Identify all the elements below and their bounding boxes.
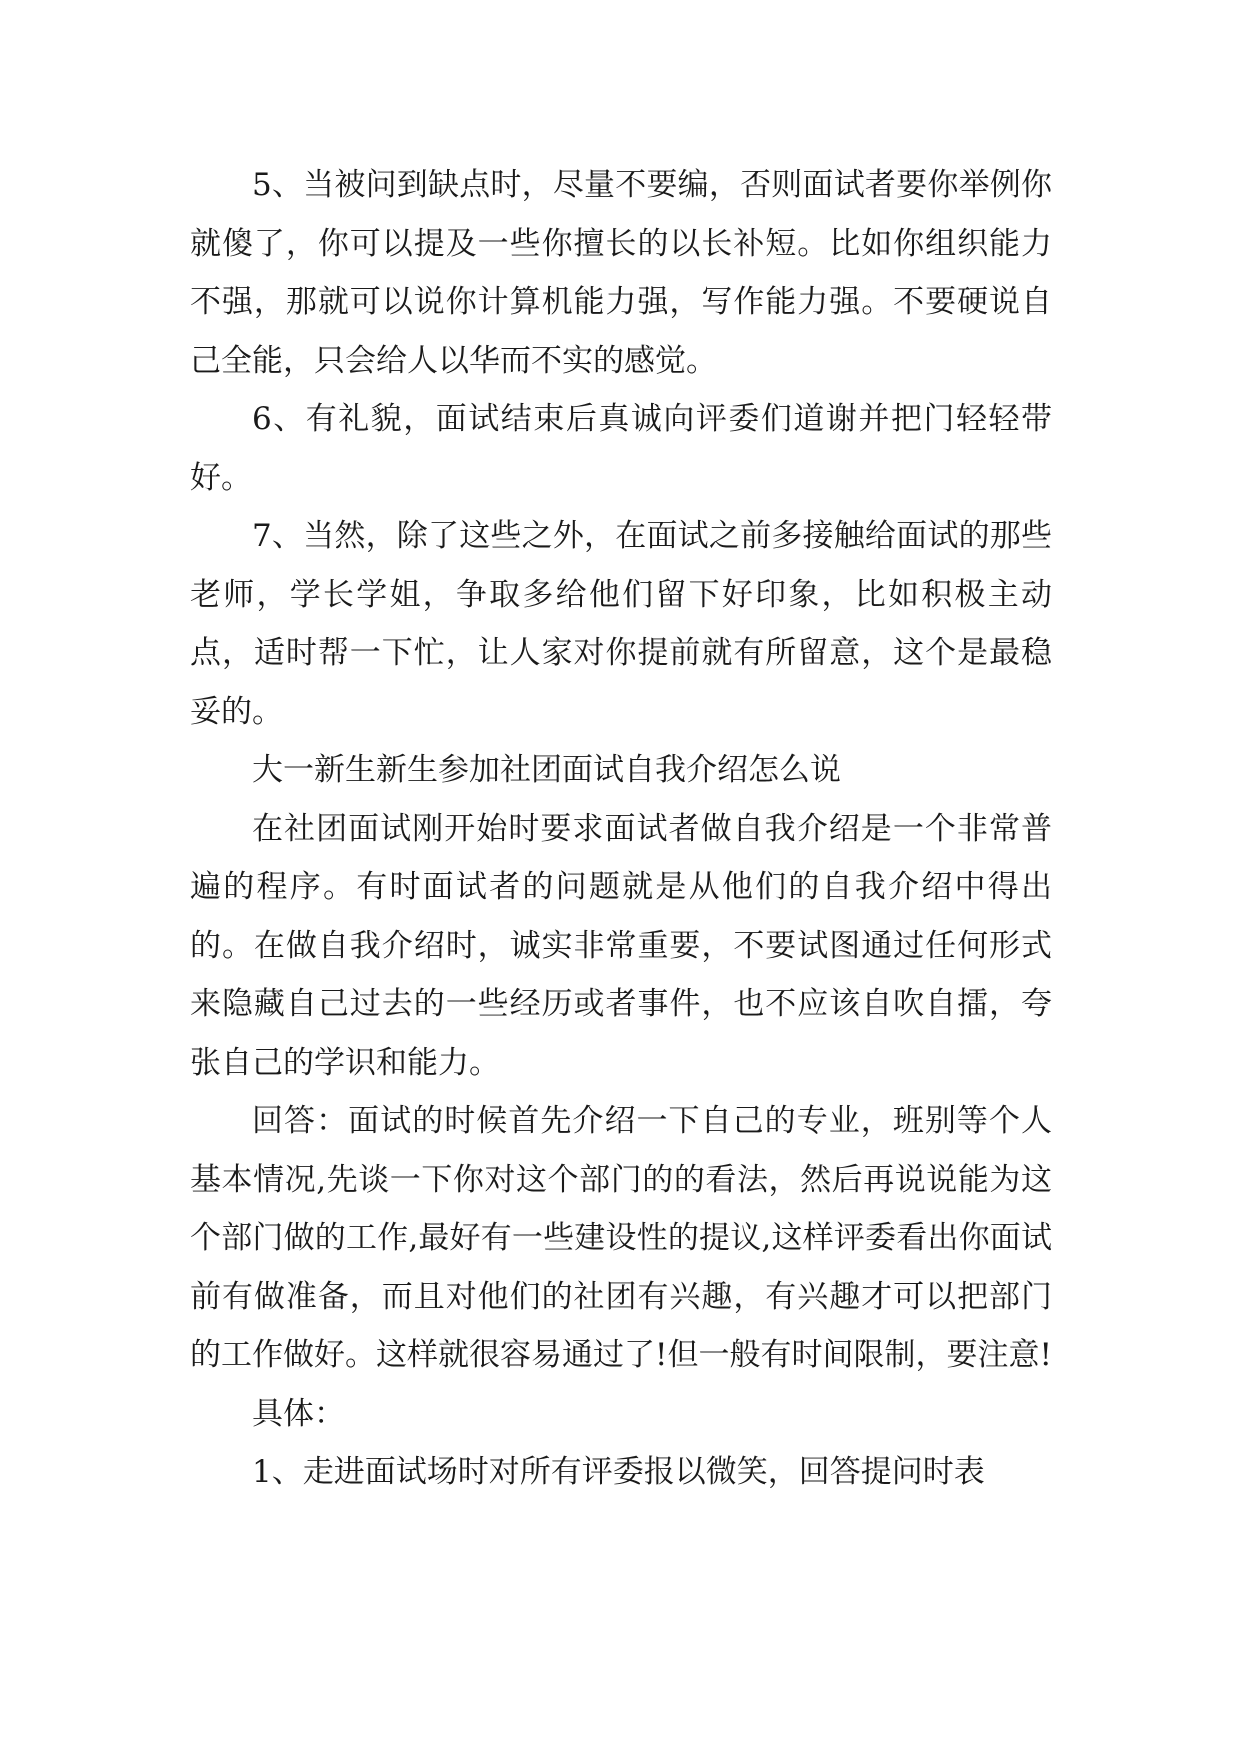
document-body bbox=[190, 156, 1052, 1502]
paragraph-tip-5-weakness: 5、当被问到缺点时，尽量不要编，否则面试者要你举例你就傻了，你可以提及一些你擅长的以长补短。比如你组织能力不强，那就可以说你计算机能力强，写作能力强。不要硬说自己全能，只会给人以华而不实的感觉。 bbox=[190, 167, 1052, 379]
paragraph-tip-1-smile: 1、走进面试场时对所有评委报以微笑，回答提问时表 bbox=[252, 1454, 985, 1490]
paragraph-answer: 回答：面试的时候首先介绍一下自己的专业，班别等个人基本情况,先谈一下你对这个部门的的看法，然后再说说能为这个部门做的工作,最好有一些建设性的提议,这样评委看出你面试前有做准备，而且对他们的社团有兴趣，有兴趣才可以把部门的工作做好。这样就很容易通过了!但一般有时间限制，要注意! bbox=[190, 1103, 1052, 1373]
section-heading: 大一新生新生参加社团面试自我介绍怎么说 bbox=[252, 752, 841, 788]
paragraph-tip-7-contact: 7、当然，除了这些之外，在面试之前多接触给面试的那些老师，学长学姐，争取多给他们留下好印象，比如积极主动点，适时帮一下忙，让人家对你提前就有所留意，这个是最稳妥的。 bbox=[190, 518, 1052, 730]
paragraph-tip-6-courtesy: 6、有礼貌，面试结束后真诚向评委们道谢并把门轻轻带好。 bbox=[190, 401, 1052, 496]
paragraph-specifics-label: 具体： bbox=[252, 1395, 345, 1432]
paragraph-intro: 在社团面试刚开始时要求面试者做自我介绍是一个非常普遍的程序。有时面试者的问题就是从他们的自我介绍中得出的。在做自我介绍时，诚实非常重要，不要试图通过任何形式来隐藏自己过去的一些经历或者事件，也不应该自吹自擂，夸张自己的学识和能力。 bbox=[190, 810, 1052, 1081]
